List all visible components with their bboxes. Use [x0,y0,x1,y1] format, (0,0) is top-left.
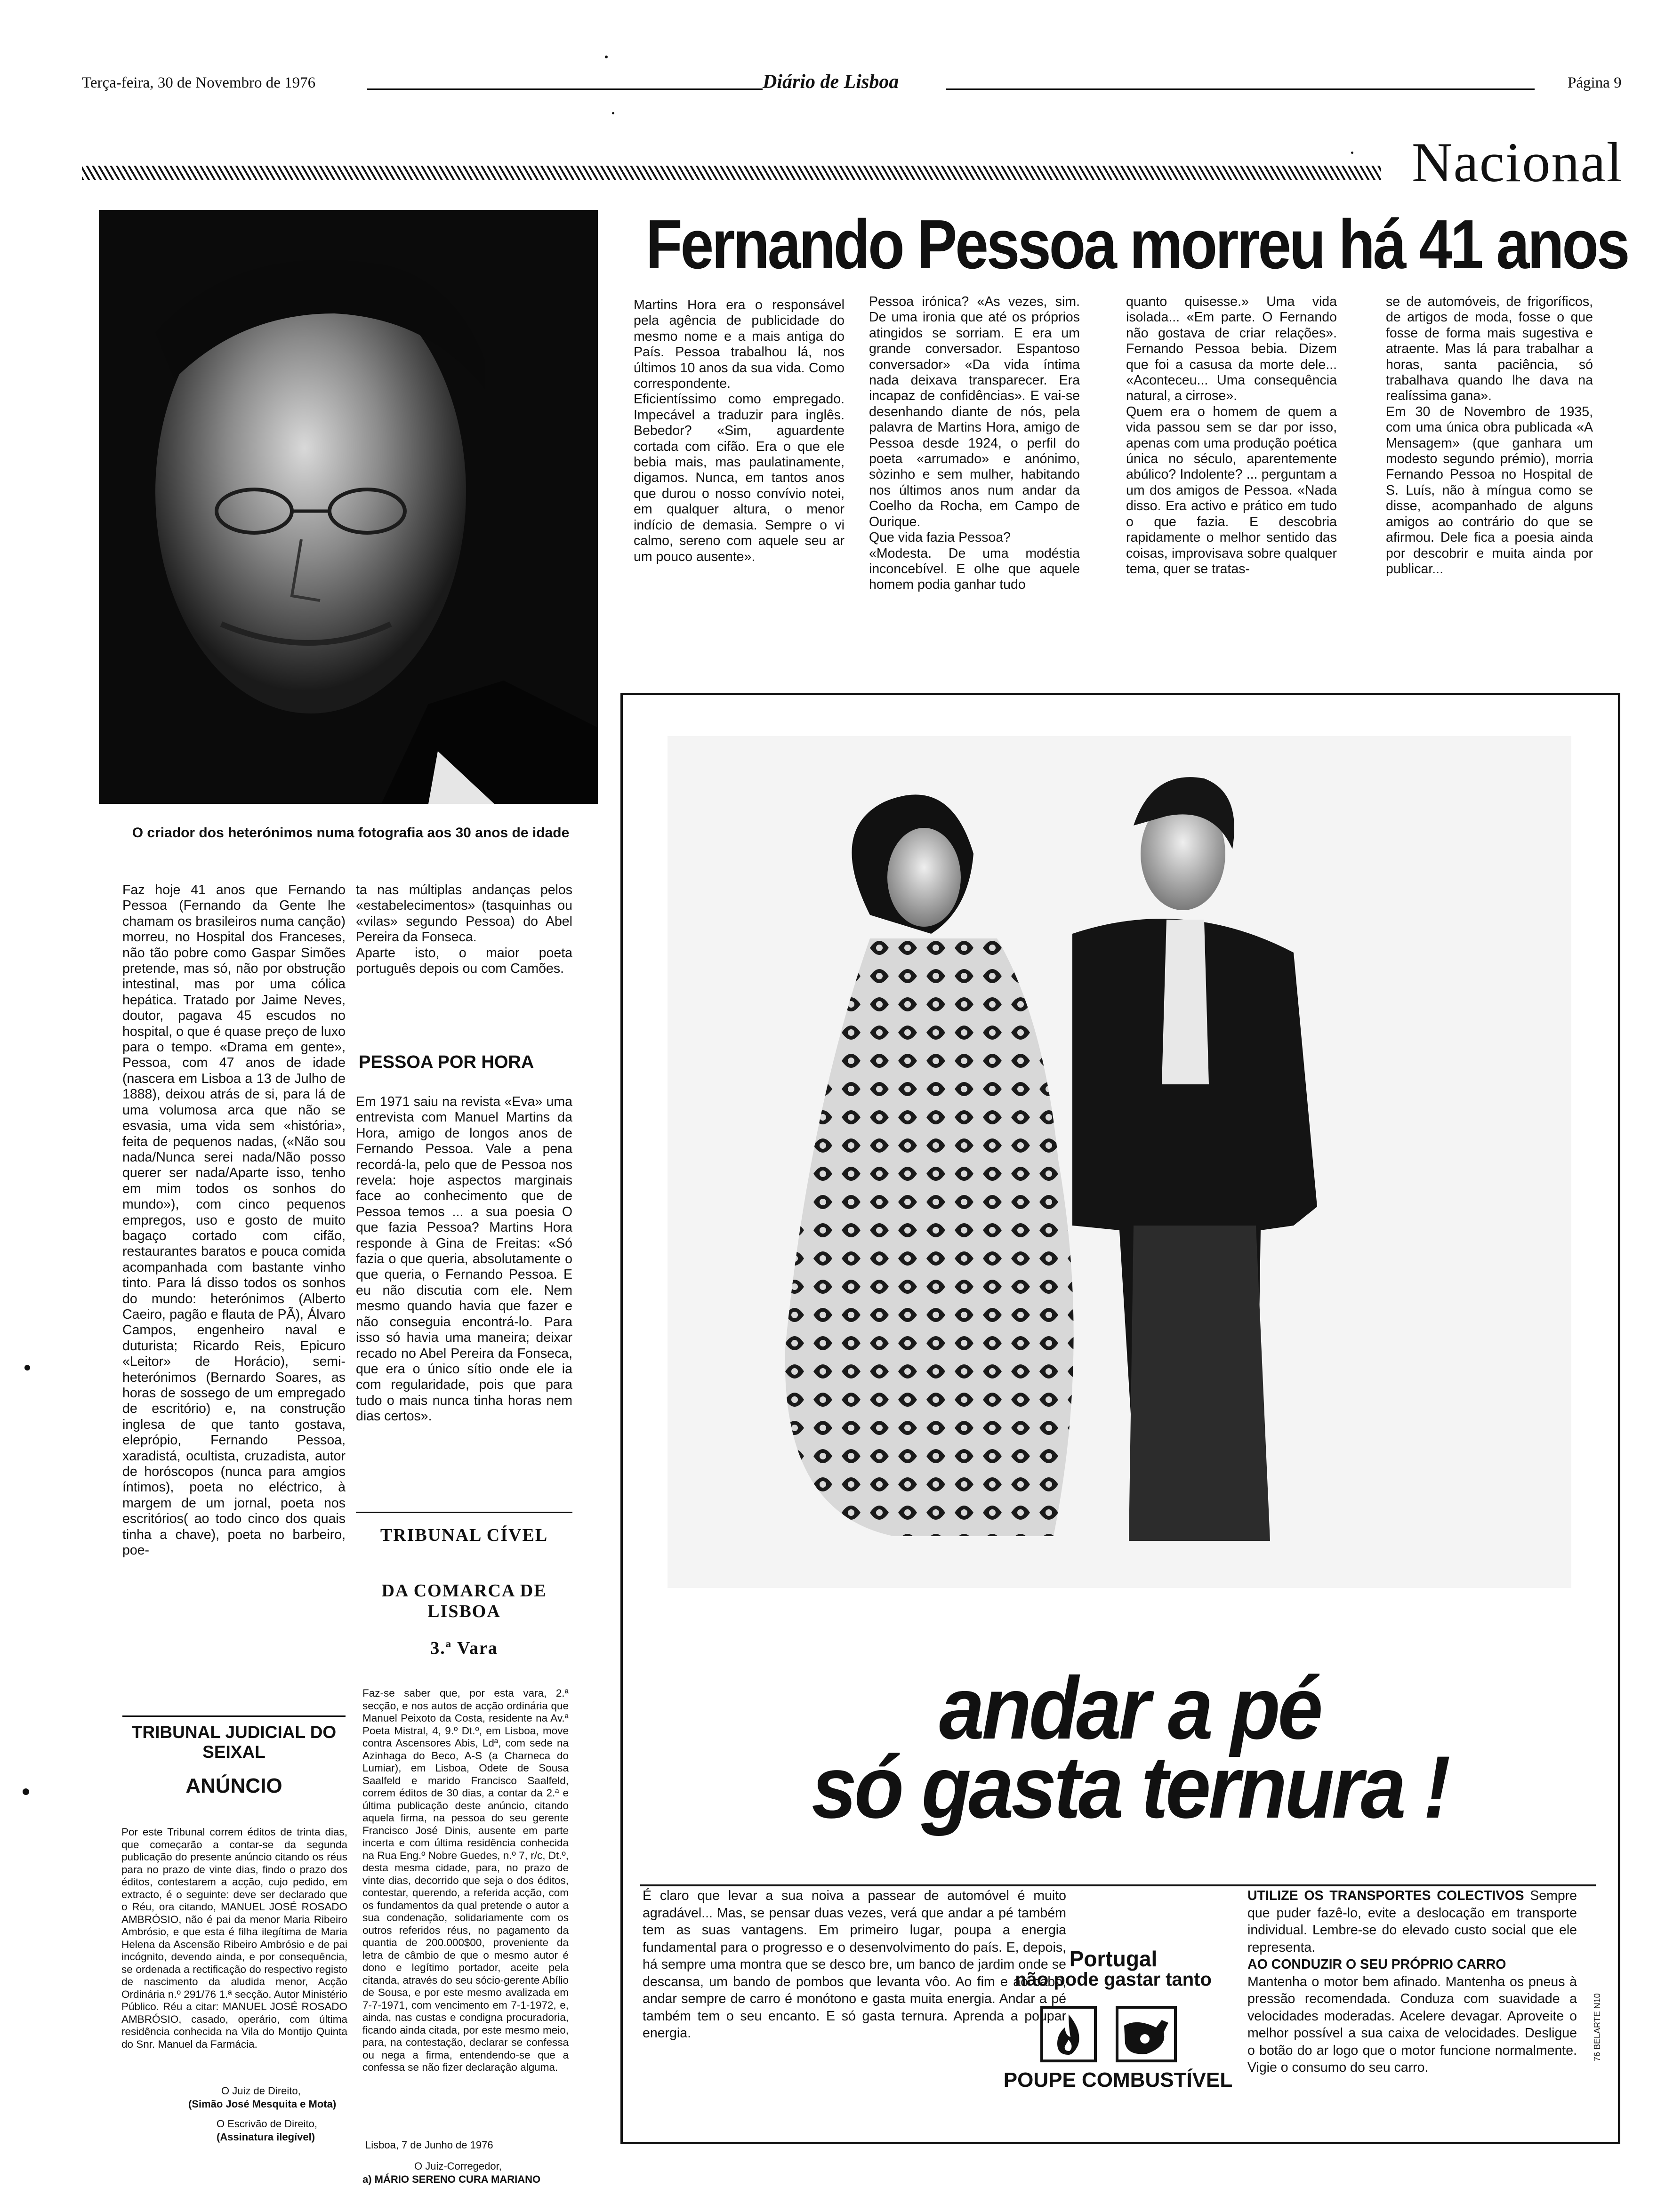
lisboa-court-line1: TRIBUNAL CÍVEL [380,1525,548,1545]
scan-speck [612,112,614,114]
article-column-1: Martins Hora era o responsável pela agência de publicidade do mesmo nome e a mais antiga do País. Pessoa trabalhou lá, nos últimos 10 anos da sua vida. Como correspondente. Eficientíssimo como empregado. Impecável a traduzir para inglês. Bebedor? «Sim, aguardente cortada com cifão. Era o que ele bebia mais, mas paulatinamente, digamos. Nunca, em tantos anos que durou o nosso convívio notei, em qualquer altura, o menor indício de demasia. Sempre o vi calmo, sereno com aquele seu ar um pouco ausente». [634,297,845,564]
masthead-rule-right [946,88,1535,90]
lisboa-top-rule [356,1512,572,1513]
newspaper-name: Diário de Lisboa [763,71,899,93]
seixal-top-rule [122,1715,346,1717]
article-column-5: Faz hoje 41 anos que Fernando Pessoa (Fernando da Gente lhe chamam os brasileiros numa canção) morreu, no Hospital dos Franceses, não tão pobre como Gaspar Simões pretende, mas só, não por obstrução intestinal, mas por uma cólica hepática. Tratado por Jaime Neves, doutor, pagava 45 escudos no hospital, o que é quase preço de luxo para o tempo. «Drama em gente», Pessoa, com 47 anos de idade (nascera em Lisboa a 13 de Julho de 1888), deixou atrás de si, para lá de uma volumosa arca que não se esvasia, uma vida sem «história», feita de pequenos nadas, («Não sou nada/Nunca serei nada/Não posso querer ser nada/Aparte isso, tenho em mim todos os sonhos do mundo»), com cinco pequenos empregos, uso e gosto de muito bagaço cortado com cifão, restaurantes baratos e pouca comida acompanhada com bastante vinho tinto. Para lá disso todos os sonhos do mundo: heterónimos (Alberto Caeiro, pagão e flauta de PÃ), Álvaro Campos, engenheiro naval e duturista; Ricardo Reis, Epicuro «Leitor» de Horácio), semi-heterónimos (Bernardo Soares, as horas de sossego de um empregado de escritório) e, na construção inglesa de que tanto gostava, eleprópio, Fernando Pessoa, xaradistá, ocultista, cruzadista, autor de horóscopos (nunca para amgios íntimos), poeta no eléctrico, à margem de um jornal, poeta nos escritórios( ao todo cinco dos quais tinha a chave), poeta no barbeiro, poe- [122,882,346,1558]
ad-right-text-1: Sempre que puder fazê-lo, evite a deslocação em transporte individual. Lembre-se do elevado custo social que ele representa. [1247,1888,1577,1955]
ad-slogan-line-2: só gasta ternura ! [812,1738,1448,1836]
masthead-rule-left [367,88,763,90]
ad-divider [640,1884,1596,1886]
subsection-title: PESSOA POR HORA [359,1052,534,1072]
seixal-judge-role: O Juiz de Direito, [221,2085,301,2097]
headline: Fernando Pessoa morreu há 41 anos [646,206,1628,283]
seixal-court-name: TRIBUNAL JUDICIAL DO SEIXAL [131,1723,337,1762]
subsection-body: Em 1971 saiu na revista «Eva» uma entrevista com Manuel Martins da Hora, amigo de longos anos de Fernando Pessoa. Vale a pena recordá-la, pelo que de Pessoa nos revela: hoje aspectos marginais face ao conhecimento que de Pessoa temos ... a sua poesia O que fazia Pessoa? Martins Hora responde à Gina de Freitas: «Só fazia o que queria, absolutamente o que queria, o Fernando Pessoa. E eu não discutia com ele. Nem mesmo quando havia que fazer e não conseguia encontrá-lo. Para isso só havia uma maneira; deixar recado no Abel Pereira da Fonseca, que era o único sítio onde ele ia com regularidade, pois que para tudo o mais nunca tinha horas nem dias certos». [356,1094,572,1424]
seixal-clerk-role: O Escrivão de Direito, [217,2118,317,2130]
lisboa-notice-date: Lisboa, 7 de Junho de 1976 [365,2139,493,2151]
section-name: Nacional [1411,131,1623,193]
seixal-notice-title: ANÚNCIO [185,1774,282,1797]
scan-speck [1351,152,1353,154]
scan-speck [24,1365,30,1370]
ad-logo-bottom: POUPE COMBUSTÍVEL [1003,2068,1233,2092]
ad-slogan-line-1: andar a pé [939,1659,1320,1757]
lisboa-court-line2: DA COMARCA DE LISBOA [381,1581,547,1621]
lisboa-vara: 3.ª Vara [430,1638,498,1658]
ad-logo-line-1: Portugal [1069,1947,1158,1971]
page-number: Página 9 [1568,74,1622,91]
fuel-pump-icon [1116,2006,1177,2062]
flame-icon [1040,2006,1097,2062]
ad-couple-illustration [668,736,1571,1588]
article-column-4: se de automóveis, de frigoríficos, de artigos de moda, fosse o que fosse de forma mais sugestiva e atraente. Mas lá para trabalhar a horas, santa paciência, só trabalhava quando lhe dava na realíssima gana». Em 30 de Novembro de 1935, com uma única obra publicada «A Mensagem» (que ganhara um modesto segundo prémio), morria Fernando Pessoa no Hospital de S. Luís, não à míngua como se disse, acompanhado de alguns amigos ao contrário do que se afirmou. Dele fica a poesia ainda por descobrir e muita ainda por publicar... [1386,294,1593,577]
lisboa-notice-body: Faz-se saber que, por esta vara, 2.ª secção, e nos autos de acção ordinária que Manuel Peixoto da Costa, residente na Av.ª Poeta Mistral, 4, 9.º Dt.º, em Lisboa, move contra Ascensores Abis, Ldª, com sede na Azinhaga do Beco, A-S (a Charneca do Lumiar), em Lisboa, Odete de Sousa Saalfeld e marido Francisco Saalfeld, correm éditos de 30 dias, a contar da 2.ª e última publicação deste anúncio, citando aquela firma, na pessoa do seu gerente Francisco José Dinis, ausente em parte incerta e com última residência conhecida na Rua Eng.º Nobre Guedes, n.º 7, r/c, Dt.º, desta mesma cidade, para, no prazo de vinte dias, decorrido que seja o dos éditos, contestar, querendo, a referida acção, com os fundamentos da qual pretende o autor a sua condenação, solidariamente com os outros referidos réus, no pagamento da quantia de 200.000$00, proveniente da letra de câmbio de que o mesmo autor é dono e legítimo portador, aceite pela citanda, através do seu sócio-gerente Abílio de Sousa, e por este mesmo avalizada em 7-7-1971, com vencimento em 7-1-1972, e, ainda, nas custas e condigna procuradoria, ficando ainda citada, por este mesmo meio, para, na contestação, declarar se confessa ou nega a firma, entendendo-se que a confessa se não fizer declaração alguma. [362,1687,569,2073]
scan-speck [605,56,608,58]
article-column-3: quanto quisesse.» Uma vida isolada... «Em parte. O Fernando não gostava de criar relações». Fernando Pessoa bebia. Dizem que foi a casusa da morte dele... «Aconteceu... Uma consequência natural, a cirrose». Quem era o homem de quem a vida passou sem se dar por isso, apenas com uma produção poética única no século, aparentemente abúlico? Indolente? ... perguntam a um dos amigos de Pessoa. «Nada disso. Era activo e prático em tudo o que fazia. E descobria rapidamente o melhor sentido das coisas, improvisava sobre qualquer tema, quer se tratas- [1126,294,1337,577]
article-column-6: ta nas múltiplas andanças pelos «estabelecimentos» (tasquinhas ou «vilas» segundo Pessoa) do Abel Pereira da Fonseca. Aparte isto, o maior poeta português depois ou com Camões. [356,882,572,977]
ad-left-text: É claro que levar a sua noiva a passear de automóvel é muito agradável... Mas, se pensar duas vezes, verá que andar a pé também tem as suas vantagens. Em primeiro lugar, poupa a energia fundamental para o progresso e o desenvolvimento do país. E, depois, há sempre uma montra que se desco bre, um banco de jardim onde se descansa, um bando de pombos que levanta vôo. Ao fim e ao cabo, andar sempre de carro é monótono e gasta muita energia. Andar a pé também tem o seu encanto. E só gasta ternura. Aprenda a poupar energia. [643,1888,1066,2041]
portrait-illustration [99,210,598,804]
ad-right-heading-2: AO CONDUZIR O SEU PRÓPRIO CARRO [1247,1957,1506,1972]
article-column-2: Pessoa irónica? «As vezes, sim. De uma ironia que até os próprios atingidos se sorriam. E era um grande conversador. Espantoso conversador» «Da vida íntima nada deixava transparecer. Era incapaz de confidências». E vai-se desenhando diante de nós, pela palavra de Martins Hora, amigo de Pessoa desde 1924, o perfil do poeta «arrumado» e anónimo, sòzinho e sem mulher, habitando nos últimos anos num andar da Coelho da Rocha, em Campo de Ourique. Que vida fazia Pessoa? «Modesta. De uma modéstia inconcebível. E olhe que aquele homem podia ganhar tudo [869,294,1080,593]
seixal-notice-body: Por este Tribunal correm éditos de trinta dias, que começarão a contar-se da segunda publicação do presente anúncio citando os réus para no prazo de vinte dias, findo o prazo dos éditos, contestarem a acção, cujo pedido, em extracto, é o seguinte: deve ser declarado que o Réu, ora citando, MANUEL JOSÉ ROSADO AMBRÓSIO, não é pai da menor Maria Ribeiro Ambrósio, e que esta é filha ilegítima de Maria Helena da Ascensão Ribeiro Ambrósio e de pai incógnito, devendo ainda, e por consequência, se ordenada a rectificação do respectivo registo de nascimento da aludida menor, Acção Ordinária n.º 291/76 1.ª secção. Autor Ministério Público. Réu a citar: MANUEL JOSÉ ROSADO AMBRÓSIO, casado, operário, com última residência conhecida na Vila do Montijo Quinta do Snr. Manuel da Farmácia. [121,1826,347,2050]
ad-right-heading-1: UTILIZE OS TRANSPORTES COLECTIVOS [1247,1888,1524,1903]
photo-caption: O criador dos heterónimos numa fotografia aos 30 anos de idade [132,825,570,841]
ad-right-text-2: Mantenha o motor bem afinado. Mantenha os pneus à pressão recomendada. Conduza com suavidade a velocidades moderadas. Acelere devagar. Aproveite o melhor possível a sua caixa de velocidades. Desligue o botão do ar logo que o motor funcione normalmente. Vigie o consumo do seu carro. [1247,1974,1577,2075]
portrait-photo [99,210,598,804]
lisboa-judge-name: a) MÁRIO SERENO CURA MARIANO [362,2173,541,2185]
ad-agency-code: 76 BELARTE N10 [1593,1993,1602,2061]
ad-right-text [1247,1887,1577,2076]
ad-slogan [697,1659,1563,1836]
scan-speck [23,1788,29,1795]
ad-couple-photo [668,736,1571,1588]
seixal-clerk-name: (Assinatura ilegível) [217,2131,315,2143]
issue-date: Terça-feira, 30 de Novembro de 1976 [82,74,316,91]
ad-logo [991,1948,1236,1990]
section-hatch-bar [82,166,1381,180]
ad-logo-line-2: não pode gastar tanto [1015,1969,1212,1990]
seixal-judge-name: (Simão José Mesquita e Mota) [188,2098,337,2110]
lisboa-judge-role: O Juiz-Corregedor, [414,2160,502,2172]
